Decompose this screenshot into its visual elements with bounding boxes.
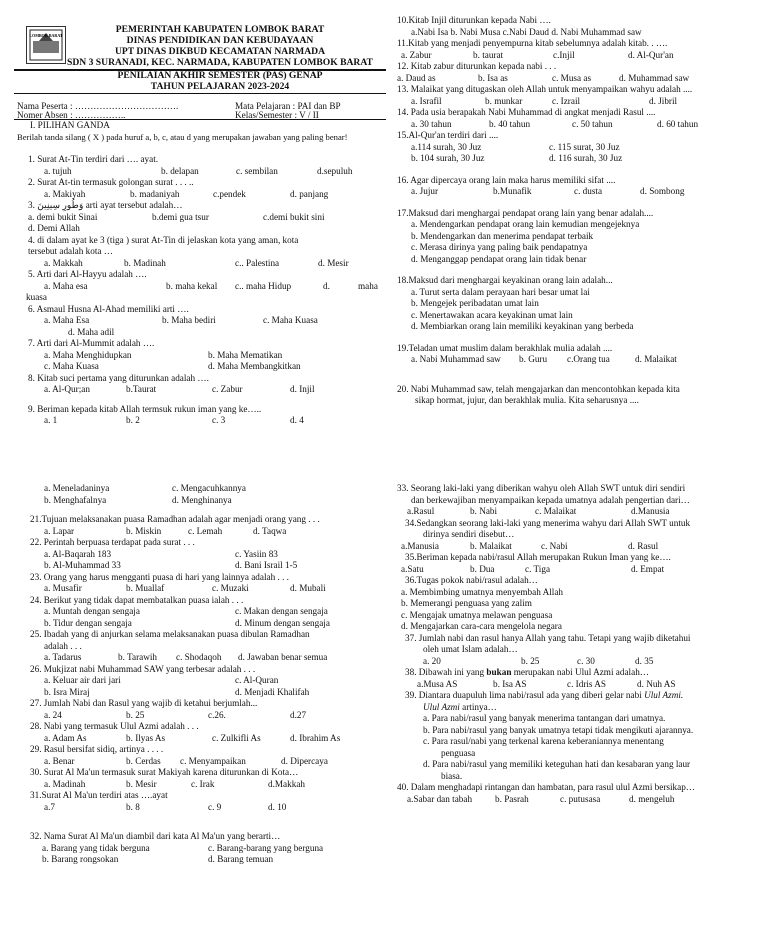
q31: 31.Surat Al Ma'un terdiri atas ….ayat: [30, 790, 168, 800]
q1-b[interactable]: b. delapan: [161, 165, 199, 176]
q6-a[interactable]: a. Maha Esa: [44, 315, 90, 325]
q12-a[interactable]: a. Daud as: [397, 72, 436, 83]
q3-c[interactable]: c.demi bukit sini: [263, 211, 325, 222]
q14-a[interactable]: a. 30 tahun: [411, 118, 452, 129]
q14-d[interactable]: d. 60 tahun: [657, 118, 699, 129]
q20-d[interactable]: d. Menghinanya: [172, 494, 232, 505]
q23-d[interactable]: d. Mubali: [290, 583, 326, 593]
q4-c[interactable]: c.. Palestina: [235, 257, 280, 268]
q17-d[interactable]: d. Menganggap pendapat orang lain tidak benar: [411, 253, 587, 264]
kelas-semester: Kelas/Semester : V / II: [235, 110, 319, 120]
q5-d-text-2: kuasa: [26, 292, 47, 302]
q1-a[interactable]: a. tujuh: [44, 165, 72, 176]
q38-pre: 38. Dibawah ini yang: [405, 667, 487, 677]
q34-d[interactable]: d. Rasul: [628, 540, 659, 551]
q11-b[interactable]: b. taurat: [473, 49, 504, 60]
q24-c[interactable]: c. Makan dengan sengaja: [235, 606, 328, 616]
q2-c[interactable]: c.pendek: [213, 188, 246, 199]
q9-c[interactable]: c. 3: [212, 415, 226, 425]
q12-c[interactable]: c. Musa as: [552, 72, 592, 83]
q34-cont: dirinya sendiri disebut…: [423, 529, 515, 539]
q22-b[interactable]: b. Al-Muhammad 33: [44, 560, 121, 570]
q9-d[interactable]: d. 4: [290, 415, 304, 425]
q40: 40. Dalam menghadapi rintangan dan hambatan, para rasul ulul Azmi bersikap…: [397, 782, 695, 792]
q8-d[interactable]: d. Injil: [290, 384, 315, 394]
q14: 14. Pada usia berapakah Nabi Muhammad di angkat menjadi Rasul ....: [397, 107, 656, 117]
q40-d[interactable]: d. mengeluh: [629, 793, 675, 804]
questions-10-20: [397, 15, 757, 407]
q38-bold: bukan: [486, 667, 512, 677]
q23-b[interactable]: b. Muallaf: [126, 583, 165, 593]
q12-b[interactable]: b. Isa as: [478, 72, 508, 83]
q3-b[interactable]: b.demi gua tsur: [152, 211, 209, 222]
q2-b[interactable]: b. madaniyah: [130, 188, 180, 199]
q18-b[interactable]: b. Mengejek peribadatan umat lain: [411, 298, 539, 308]
q34-a[interactable]: a.Manusia: [401, 540, 440, 551]
q34: 34.Sedangkan seorang laki-laki yang menerima wahyu dari Allah SWT untuk: [405, 517, 691, 528]
instruction: Berilah tanda silang ( X ) pada huruf a, b, c, atau d yang merupakan jawaban yang paling benar!: [17, 132, 348, 142]
q32: 32. Nama Surat Al Ma'un diambil dari kata Al Ma'un yang berarti…: [30, 831, 281, 841]
q2-a[interactable]: a. Makiyah: [44, 188, 86, 199]
q39-d-cont: biasa.: [441, 770, 463, 781]
q39-italic: Ulul Azmi.: [644, 690, 684, 700]
q33-a[interactable]: a.Rasul: [407, 506, 435, 516]
q25-d[interactable]: d. Jawaban benar semua: [238, 652, 328, 662]
q7-b[interactable]: b. Maha Mematikan: [208, 349, 283, 360]
q20-c[interactable]: c. Mengacuhkannya: [172, 483, 246, 493]
q25-c[interactable]: c. Shodaqoh: [176, 652, 222, 662]
q5-a[interactable]: a. Maha esa: [44, 280, 88, 291]
q6-d[interactable]: d. Maha adil: [68, 326, 115, 337]
q29-c[interactable]: c. Menyampaikan: [180, 755, 246, 766]
q18-a[interactable]: a. Turut serta dalam perayaan hari besar umat lai: [411, 286, 590, 297]
q36-c[interactable]: c. Mengajak umatnya melawan penguasa: [401, 609, 553, 620]
q23-c[interactable]: c. Muzaki: [212, 583, 249, 593]
q30-b[interactable]: b. Mesir: [126, 778, 157, 789]
q11-d[interactable]: d. Al-Qur'an: [628, 49, 674, 60]
header-line-6: TAHUN PELAJARAN 2023-2024: [150, 81, 290, 92]
q5-b[interactable]: b. maha kekal: [166, 280, 218, 291]
q25-a[interactable]: a. Tadarus: [44, 652, 82, 662]
q4-a[interactable]: a. Makkah: [44, 257, 83, 268]
q26-d[interactable]: d. Menjadi Khalifah: [235, 686, 310, 697]
q11: 11.Kitab yang menjadi penyempurna kitab sebelumnya adalah kitab. . ….: [397, 38, 668, 48]
q38-d[interactable]: d. Nuh AS: [637, 678, 676, 689]
q24-d[interactable]: d. Minum dengan sengaja: [235, 617, 330, 628]
q5-c[interactable]: c.. maha Hidup: [235, 280, 292, 291]
q9: 9. Beriman kepada kitab Allah termsuk rukun iman yang ke…..: [28, 403, 262, 414]
q28-c[interactable]: c. Zulkifli As: [212, 732, 261, 743]
q37: 37. Jumlah nabi dan rasul hanya Allah yang tahu. Tetapi yang wajib diketahui: [405, 632, 691, 643]
q36-b[interactable]: b. Memerangi penguasa yang zalim: [401, 598, 532, 608]
q25: 25. Ibadah yang di anjurkan selama melaksanakan puasa dibulan Ramadhan: [30, 629, 310, 639]
q21-b[interactable]: b. Miskin: [126, 525, 162, 536]
q21-d[interactable]: d. Taqwa: [253, 525, 287, 536]
q20: 20. Nabi Muhammad saw, telah mengajarkan dan mencontohkan kepada kita: [397, 383, 680, 394]
questions-33-40: [397, 483, 759, 805]
q8: 8. Kitab suci pertama yang diturunkan adalah ….: [28, 372, 209, 383]
q31-c[interactable]: c. 9: [208, 801, 222, 812]
q5: 5. Arti dari Al-Hayyu adalah ….: [28, 269, 147, 279]
q18-d[interactable]: d. Membiarkan orang lain memiliki keyakinan yang berbeda: [411, 321, 634, 331]
q12: 12. Kitab zabur diturunkan kepada nabi . . .: [397, 61, 557, 71]
q31-b[interactable]: b. 8: [126, 801, 140, 812]
q32-c[interactable]: c. Barang-barang yang berguna: [208, 842, 324, 853]
q34-b[interactable]: b. Malaikat: [470, 540, 512, 551]
q27-a[interactable]: a. 24: [44, 709, 62, 720]
q35-d[interactable]: d. Empat: [631, 563, 665, 574]
q39-cont-italic: Ulul Azmi: [423, 701, 460, 712]
q36-a[interactable]: a. Membimbing umatnya menyembah Allah: [401, 586, 564, 597]
q8-b[interactable]: b.Taurat: [126, 384, 157, 394]
questions-21-32: [28, 483, 384, 866]
q22-a[interactable]: a. Al-Baqarah 183: [44, 548, 112, 559]
q1-d[interactable]: d.sepuluh: [317, 165, 353, 176]
q31-a[interactable]: a.7: [44, 801, 55, 812]
q22-c[interactable]: c. Yasiin 83: [235, 548, 278, 559]
q39: [405, 690, 683, 702]
q38-post: merupakan nabi Ulul Azmi adalah…: [511, 667, 649, 677]
q4-cont: tersebut adalah kota …: [28, 246, 113, 256]
q19-b[interactable]: b. Guru: [519, 354, 548, 364]
q6-c[interactable]: c. Maha Kuasa: [263, 315, 318, 325]
q28-d[interactable]: d. Ibrahim As: [290, 732, 341, 743]
q7: 7. Arti dari Al-Mummit adalah ….: [28, 338, 155, 348]
q16-b[interactable]: b.Munafik: [493, 186, 532, 196]
q31-d[interactable]: d. 10: [268, 801, 287, 812]
q39-d[interactable]: d. Para nabi/rasul yang memiliki keteguhan hati dan kesabaran yang laur: [423, 759, 691, 769]
q25-b[interactable]: b. Tarawih: [118, 652, 157, 662]
q33-cont: dan berkewajiban menyampaikan kepada umatnya adalah pengertian dari…: [411, 494, 690, 505]
q6: 6. Asmaul Husna Al-Ahad memiliki arti ….: [28, 303, 189, 314]
q29-a[interactable]: a. Benar: [44, 755, 75, 766]
q2-d[interactable]: d. panjang: [290, 188, 329, 199]
q28-a[interactable]: a. Adam As: [44, 732, 87, 743]
q27-b[interactable]: b. 25: [126, 709, 145, 720]
q8-a[interactable]: a. Al-Qur;an: [44, 384, 90, 394]
q36: 36.Tugas pokok nabi/rasul adalah…: [405, 575, 538, 585]
q32-b[interactable]: b. Barang rongsokan: [42, 854, 119, 864]
q38-a[interactable]: a.Musa AS: [417, 678, 458, 689]
q12-d[interactable]: d. Muhammad saw: [619, 72, 690, 83]
q39-a[interactable]: a. Para nabi/rasul yang banyak menerima tantangan dari umatnya.: [423, 713, 666, 723]
q16-d[interactable]: d. Sombong: [640, 186, 685, 196]
q39-text: 39. Diantara duapuluh lima nabi/rasul ada yang diberi gelar nabi: [405, 690, 645, 700]
q35-a[interactable]: a.Satu: [401, 563, 424, 574]
q16-c[interactable]: c. dusta: [574, 186, 603, 196]
q27-d[interactable]: d.27: [290, 709, 307, 720]
q29-d[interactable]: d. Dipercaya: [281, 755, 328, 766]
q14-c[interactable]: c. 50 tahun: [572, 118, 613, 129]
q35-b[interactable]: b. Dua: [470, 563, 495, 574]
q5-d[interactable]: d.: [323, 280, 330, 291]
q5-d-text: maha: [358, 280, 378, 291]
logo-text: LOMBOK BARAT: [29, 33, 63, 38]
q36-d[interactable]: d. Mengajarkan cara-cara mengelola negara: [401, 621, 562, 631]
q33-d[interactable]: d.Manusia: [631, 506, 670, 516]
q29-b[interactable]: b. Cerdas: [126, 755, 161, 766]
q13: 13. Malaikat yang ditugaskan oleh Allah untuk menyampaikan wahyu adalah ....: [397, 84, 693, 94]
q39-c-cont: penguasa: [441, 747, 476, 758]
q4: 4. di dalam ayat ke 3 (tiga ) surat At-Tin di jelaskan kota yang aman, kota: [28, 234, 299, 245]
q19-a[interactable]: a. Nabi Muhammad saw: [411, 354, 501, 364]
section-title: I. PILIHAN GANDA: [30, 120, 110, 130]
q30: 30. Surat Al Ma'un termasuk surat Makiyah karena diturunkan di Kota…: [30, 767, 299, 777]
q38: [405, 667, 649, 679]
mata-pelajaran: Mata Pelajaran : PAI dan BP: [235, 101, 341, 111]
q32-a[interactable]: a. Barang yang tidak berguna: [42, 842, 150, 853]
q22-d[interactable]: d. Bani Israil 1-5: [235, 560, 298, 570]
q26: 26. Mukjizat nabi Muhammad SAW yang terbesar adalah . . .: [30, 663, 256, 674]
q38-c[interactable]: c. Idris AS: [567, 678, 607, 689]
q4-d[interactable]: d. Mesir: [318, 257, 349, 268]
q1-c[interactable]: c. sembilan: [236, 165, 278, 176]
q17: 17.Maksud dari menghargai pendapat orang lain yang benar adalah....: [397, 207, 654, 218]
q27-c[interactable]: c.26.: [208, 709, 226, 720]
q21-a[interactable]: a. Lapar: [44, 525, 75, 536]
q17-b[interactable]: b. Mendengarkan dan menerima pendapat terbaik: [411, 230, 594, 241]
q33-c[interactable]: c. Malaikat: [535, 506, 577, 516]
q9-b[interactable]: b. 2: [126, 415, 140, 425]
q13-d[interactable]: d. Jibril: [649, 95, 678, 106]
q17-c[interactable]: c. Merasa dirinya yang paling baik pendapatnya: [411, 242, 588, 252]
q37-b[interactable]: b. 25: [521, 655, 540, 666]
header-line-3: UPT DINAS DIKBUD KECAMATAN NARMADA: [115, 46, 325, 57]
q15-d[interactable]: d. 116 surah, 30 Juz: [549, 153, 623, 163]
q39-b[interactable]: b. Para nabi/rasul yang banyak umatnya tetapi tidak mengikuti ajarannya.: [423, 724, 694, 735]
q26-a[interactable]: a. Keluar air dari jari: [44, 675, 121, 685]
header-rule-2: [14, 93, 386, 94]
q10-options[interactable]: a.Nabi Isa b. Nabi Musa c.Nabi Daud d. Nabi Muhammad saw: [411, 26, 642, 37]
q24-a[interactable]: a. Muntah dengan sengaja: [44, 606, 140, 616]
q19-c[interactable]: c.Orang tua: [567, 354, 610, 364]
q16: 16. Agar dipercaya orang lain maka harus memiliki sifat ....: [397, 174, 616, 185]
q9-a[interactable]: a. 1: [44, 415, 58, 425]
q37-cont: oleh umat Islam adalah…: [423, 644, 518, 654]
q15-b[interactable]: b. 104 surah, 30 Juz: [411, 153, 485, 163]
q6-b[interactable]: b. Maha bediri: [162, 315, 216, 325]
q7-a[interactable]: a. Maha Menghidupkan: [44, 349, 132, 360]
q15: 15.Al-Qur'an terdiri dari ....: [397, 130, 499, 140]
q19-d[interactable]: d. Malaikat: [635, 354, 677, 364]
q13-c[interactable]: c. Izrail: [552, 95, 581, 106]
q20-b[interactable]: b. Menghafalnya: [44, 494, 107, 505]
q16-a[interactable]: a. Jujur: [411, 186, 439, 196]
q7-c[interactable]: c. Maha Kuasa: [44, 361, 99, 371]
q26-b[interactable]: b. Isra Miraj: [44, 686, 90, 697]
q25-cont: adalah . . .: [44, 640, 82, 651]
q23-a[interactable]: a. Musafir: [44, 583, 82, 593]
q15-c[interactable]: c. 115 surat, 30 Juz: [549, 141, 620, 152]
q20-a[interactable]: a. Meneladaninya: [44, 483, 110, 493]
q24: 24. Berikut yang tidak dapat membatalkan puasa ialah . . .: [30, 594, 244, 605]
q35: 35.Beriman kepada nabi/rasul Allah merupakan Rukun Iman yang ke….: [405, 552, 671, 562]
q30-c[interactable]: c. Irak: [191, 778, 215, 789]
q30-a[interactable]: a. Madinah: [44, 778, 86, 789]
q1: 1. Surat At-Tin terdiri dari …. ayat.: [28, 154, 159, 164]
q3-d[interactable]: d. Demi Allah: [28, 223, 80, 233]
q20-cont: sikap hormat, jujur, dan berakhlak mulia. Kita seharusnya ....: [415, 395, 639, 405]
q40-b[interactable]: b. Pasrah: [495, 793, 529, 804]
header-line-4: SDN 3 SURANADI, KEC. NARMADA, KABUPATEN LOMBOK BARAT: [67, 57, 373, 68]
q28: 28. Nabi yang termasuk Ulul Azmi adalah . . .: [30, 721, 199, 731]
q8-c[interactable]: c. Zabur: [212, 384, 243, 394]
q37-d[interactable]: d. 35: [635, 655, 654, 666]
q27: 27. Jumlah Nabi dan Rasul yang wajib di ketahui berjumlah...: [30, 698, 258, 708]
q3-a[interactable]: a. demi bukit Sinai: [28, 211, 98, 222]
header-line-1: PEMERINTAH KABUPATEN LOMBOK BARAT: [115, 24, 325, 35]
header-line-2: DINAS PENDIDIKAN DAN KEBUDAYAAN: [126, 35, 314, 46]
header-line-5: PENILAIAN AKHIR SEMESTER (PAS) GENAP: [117, 70, 323, 81]
q15-a[interactable]: a.114 surah, 30 Juz: [411, 141, 482, 152]
q38-b[interactable]: b. Isa AS: [493, 678, 527, 689]
q19: 19.Teladan umat muslim dalam berakhlak mulia adalah ....: [397, 342, 613, 353]
q18-c[interactable]: c. Menertawakan acara keyakinan umat lain: [411, 309, 573, 320]
q40-a[interactable]: a.Sabar dan tabah: [407, 793, 473, 804]
q26-c[interactable]: c. Al-Quran: [235, 675, 279, 685]
q13-a[interactable]: a. Israfil: [411, 95, 442, 106]
q34-c[interactable]: c. Nabi: [541, 540, 568, 551]
q35-c[interactable]: c. Tiga: [525, 563, 551, 574]
q39-c[interactable]: c. Para rasul/nabi yang terkenal karena keberaniannya menentang: [423, 736, 664, 746]
q30-d[interactable]: d.Makkah: [268, 778, 305, 789]
q7-d[interactable]: d. Maha Membangkitkan: [208, 361, 301, 371]
q14-b[interactable]: b. 40 tahun: [489, 118, 531, 129]
nomer-absen: Nomer Absen : ……………..: [17, 110, 126, 120]
q33: 33. Seorang laki-laki yang diberikan wahyu oleh Allah SWT untuk diri sendiri: [397, 483, 686, 493]
q21: 21.Tujuan melaksanakan puasa Ramadhan adalah agar menjadi orang yang . . .: [30, 514, 320, 524]
q3: 3. وَطُورِ سِينِينَ arti ayat tersebut adalah…: [28, 200, 183, 210]
q29: 29. Rasul bersifat sidiq, artinya . . . .: [30, 744, 164, 754]
q24-b[interactable]: b. Tidur dengan sengaja: [44, 617, 132, 628]
q11-a[interactable]: a. Zabur: [401, 49, 432, 60]
q22: 22. Perintah berpuasa terdapat pada surat . . .: [30, 537, 195, 547]
q39-cont-text: artinya…: [459, 701, 497, 712]
q39-cont: [423, 702, 497, 714]
q32-d[interactable]: d. Barang temuan: [208, 854, 274, 864]
q2: 2. Surat At-tin termasuk golongan surat . . . ..: [28, 177, 194, 187]
q37-c[interactable]: c. 30: [577, 655, 595, 666]
q21-c[interactable]: c. Lemah: [188, 525, 223, 536]
q18: 18.Maksud dari menghargai keyakinan orang lain adalah...: [397, 275, 613, 285]
q28-b[interactable]: b. Ilyas As: [126, 732, 166, 743]
q17-a[interactable]: a. Mendengarkan pendapat orang lain kemudian mengejeknya: [411, 219, 640, 229]
q40-c[interactable]: c. putusasa: [560, 793, 601, 804]
q4-b[interactable]: b. Madinah: [124, 257, 166, 268]
q37-a[interactable]: a. 20: [423, 655, 441, 666]
q13-b[interactable]: b. munkar: [485, 95, 523, 106]
questions-1-9: [28, 154, 384, 427]
q23: 23. Orang yang harus mengganti puasa di hari yang lainnya adalah . . .: [30, 571, 289, 582]
q11-c[interactable]: c.Injil: [553, 49, 575, 60]
q33-b[interactable]: b. Nabi: [470, 506, 498, 516]
q10: 10.Kitab Injil diturunkan kepada Nabi ….: [397, 15, 551, 25]
nama-peserta: Nama Peserta : …………………………….: [17, 101, 179, 111]
